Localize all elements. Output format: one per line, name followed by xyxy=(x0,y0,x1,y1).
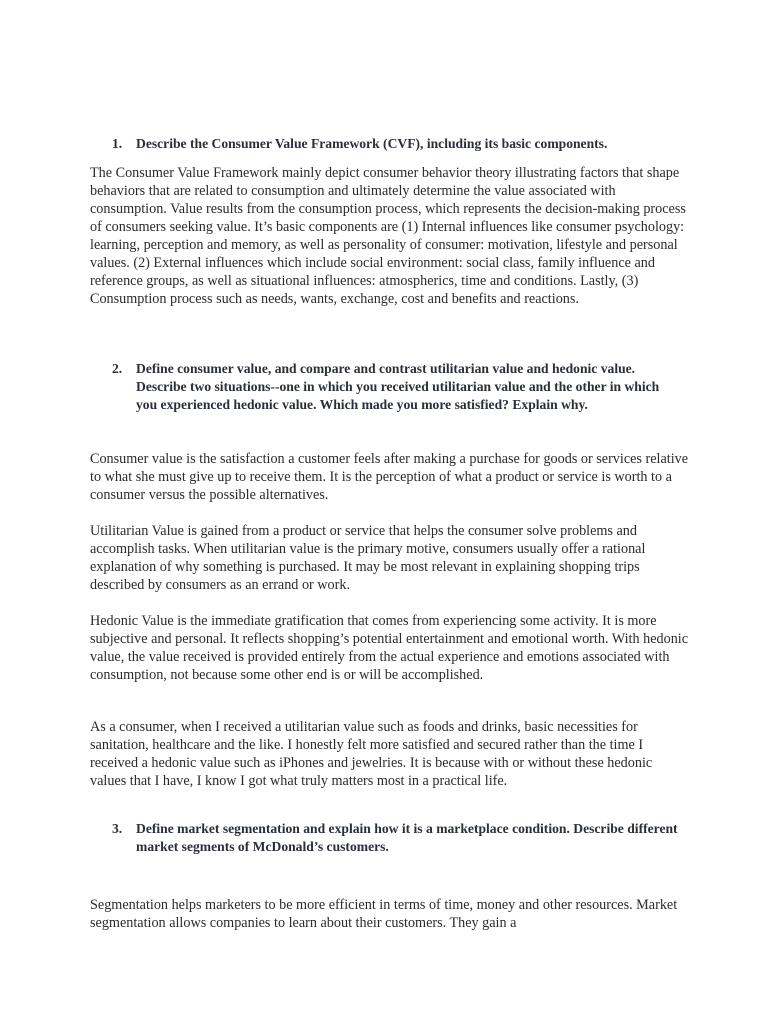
question-2 xyxy=(112,360,682,414)
question-number: 3. xyxy=(112,821,123,836)
question-text: Describe the Consumer Value Framework (CVF), including its basic components. xyxy=(136,136,608,151)
question-3 xyxy=(112,820,682,856)
answer-2-paragraph-3: Hedonic Value is the immediate gratification that comes from experiencing some activity. It is more subjective and personal. It reflects shopping’s potential entertainment and emotional worth. With hedonic value, the value received is provided entirely from the actual experience and emotions associated with consumption, not because some other end is or will be accomplished. xyxy=(90,613,689,683)
answer-2-paragraph-1: Consumer value is the satisfaction a customer feels after making a purchase for goods or services relative to what she must give up to receive them. It is the perception of what a product or service is worth to a consumer versus the possible alternatives. xyxy=(90,451,689,503)
question-number: 1. xyxy=(112,136,123,151)
question-text: Define consumer value, and compare and contrast utilitarian value and hedonic value. Describe two situations--one in which you received utilitarian value and the other in which you experienced hedonic value. Which made you more satisfied? Explain why. xyxy=(136,361,660,412)
question-text: Define market segmentation and explain how it is a marketplace condition. Describe different market segments of McDonald’s customers. xyxy=(136,821,678,854)
answer-2-paragraph-2: Utilitarian Value is gained from a product or service that helps the consumer solve problems and accomplish tasks. When utilitarian value is the primary motive, consumers usually offer a rational explanation of why something is purchased. It may be most relevant in explaining shopping trips described by consumers as an errand or work. xyxy=(90,523,646,593)
answer-3-paragraph-1: Segmentation helps marketers to be more efficient in terms of time, money and other resources. Market segmentation allows companies to learn about their customers. They gain a xyxy=(90,897,678,931)
answer-2-paragraph-4: As a consumer, when I received a utilitarian value such as foods and drinks, basic necessities for sanitation, healthcare and the like. I honestly felt more satisfied and secured rather than the time I received a hedonic value such as iPhones and jewelries. It is because with or without these hedonic values that I have, I know I got what truly matters most in a practical life. xyxy=(90,719,653,789)
question-number: 2. xyxy=(112,361,123,376)
answer-1-paragraph-1: The Consumer Value Framework mainly depict consumer behavior theory illustrating factors that shape behaviors that are related to consumption and ultimately determine the value associated with consumption. Value results from the consumption process, which represents the decision-making process of consumers seeking value. It’s basic components are (1) Internal influences like consumer psychology: learning, perception and memory, as well as personality of consumer: motivation, lifestyle and personal values. (2) External influences which include social environment: social class, family influence and reference groups, as well as situational influences: atmospherics, time and conditions. Lastly, (3) Consumption process such as needs, wants, exchange, cost and benefits and reactions. xyxy=(90,165,686,307)
question-1 xyxy=(112,135,682,153)
